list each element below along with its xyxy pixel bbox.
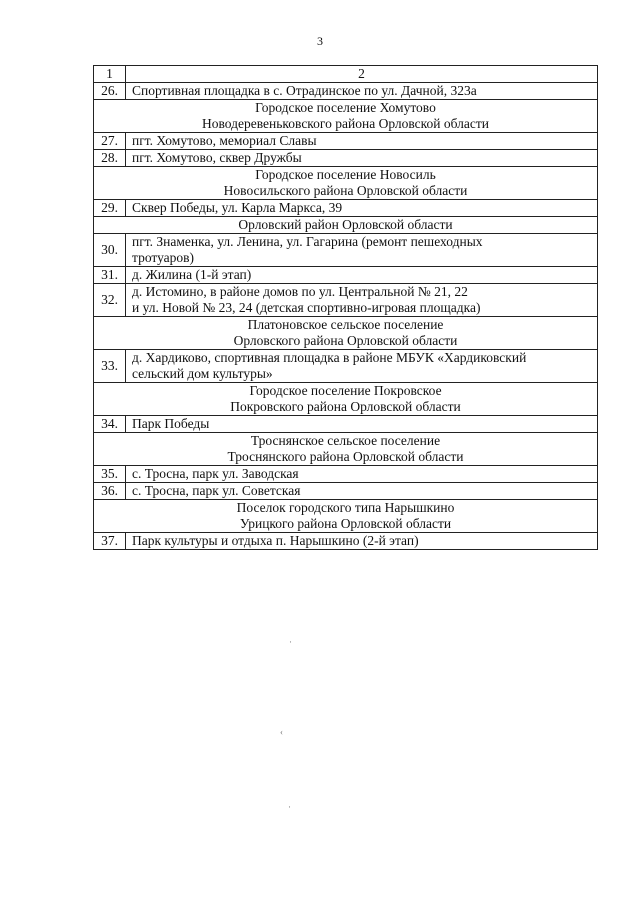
row-description-line: пгт. Хомутово, мемориал Славы: [132, 133, 317, 148]
row-description: [126, 150, 598, 167]
section-title-line: Орловский район Орловской области: [238, 217, 453, 232]
row-description-line: с. Тросна, парк ул. Советская: [132, 483, 301, 498]
section-title-line: Платоновское сельское поселение: [247, 317, 444, 332]
section-title-line: Городское поселение Новосиль: [255, 167, 436, 182]
table-row: [94, 200, 598, 217]
row-description-line: Парк Победы: [132, 416, 210, 431]
row-number: 33.: [94, 350, 126, 383]
header-col-number: 1: [94, 66, 126, 83]
table-row: [94, 83, 598, 100]
row-number: 32.: [94, 284, 126, 317]
row-description: [126, 200, 598, 217]
row-description-line: пгт. Знаменка, ул. Ленина, ул. Гагарина (ремонт пешеходных: [132, 234, 483, 249]
row-description: [126, 284, 598, 317]
table-row: [94, 416, 598, 433]
objects-table: [93, 65, 598, 550]
row-description-line: с. Тросна, парк ул. Заводская: [132, 466, 299, 481]
row-description-line: Сквер Победы, ул. Карла Маркса, 39: [132, 200, 343, 215]
row-description: [126, 267, 598, 284]
table-row: [94, 533, 598, 550]
section-header-row: [94, 167, 598, 200]
section-title-line: Троснянское сельское поселение: [250, 433, 441, 448]
row-description-line: тротуаров): [132, 250, 195, 265]
row-description-line: сельский дом культуры»: [132, 366, 273, 381]
row-number: 31.: [94, 267, 126, 284]
scan-speck: ·: [288, 802, 291, 812]
row-description: [126, 466, 598, 483]
row-number: 35.: [94, 466, 126, 483]
row-description-line: д. Жилина (1-й этап): [132, 267, 252, 282]
row-description: [126, 350, 598, 383]
section-header-row: [94, 433, 598, 466]
section-title-line: Поселок городского типа Нарышкино: [236, 500, 455, 515]
row-number: 26.: [94, 83, 126, 100]
section-header-row: [94, 317, 598, 350]
section-title: [94, 317, 598, 350]
table-row: [94, 133, 598, 150]
row-description-line: д. Истомино, в районе домов по ул. Центральной № 21, 22: [132, 284, 468, 299]
scan-speck: ·: [289, 637, 292, 647]
row-description-line: д. Хардиково, спортивная площадка в районе МБУК «Хардиковский: [132, 350, 527, 365]
section-title-line: Городское поселение Покровское: [249, 383, 442, 398]
row-description: [126, 533, 598, 550]
table-header-row: [94, 66, 598, 83]
header-col-name: 2: [126, 66, 598, 83]
row-description-line: пгт. Хомутово, сквер Дружбы: [132, 150, 302, 165]
section-title-line: Троснянского района Орловской области: [227, 449, 464, 464]
row-number: 28.: [94, 150, 126, 167]
row-description-line: и ул. Новой № 23, 24 (детская спортивно-игровая площадка): [132, 300, 481, 315]
section-header-row: [94, 217, 598, 234]
table-row: [94, 483, 598, 500]
section-title-line: Орловского района Орловской области: [233, 333, 458, 348]
table-row: [94, 234, 598, 267]
section-header-row: [94, 383, 598, 416]
row-description: [126, 234, 598, 267]
row-description: [126, 83, 598, 100]
table-row: [94, 267, 598, 284]
row-description-line: Спортивная площадка в с. Отрадинское по ул. Дачной, 323а: [132, 83, 477, 98]
row-number: 29.: [94, 200, 126, 217]
row-number: 37.: [94, 533, 126, 550]
table-row: [94, 466, 598, 483]
section-header-row: [94, 100, 598, 133]
section-title-line: Урицкого района Орловской области: [239, 516, 452, 531]
section-title: [94, 217, 598, 234]
row-number: 36.: [94, 483, 126, 500]
scan-speck: ‹: [280, 727, 283, 737]
page-number: 3: [317, 34, 323, 48]
table-row: [94, 350, 598, 383]
row-description: [126, 133, 598, 150]
row-number: 27.: [94, 133, 126, 150]
table-row: [94, 150, 598, 167]
row-number: 30.: [94, 234, 126, 267]
row-description-line: Парк культуры и отдыха п. Нарышкино (2-й этап): [132, 533, 419, 548]
row-description: [126, 416, 598, 433]
section-title-line: Покровского района Орловской области: [230, 399, 461, 414]
section-title: [94, 167, 598, 200]
section-title: [94, 383, 598, 416]
section-title: [94, 100, 598, 133]
section-title-line: Новосильского района Орловской области: [223, 183, 468, 198]
row-number: 34.: [94, 416, 126, 433]
row-description: [126, 483, 598, 500]
section-title-line: Городское поселение Хомутово: [255, 100, 436, 115]
section-title: [94, 500, 598, 533]
table-row: [94, 284, 598, 317]
section-header-row: [94, 500, 598, 533]
section-title: [94, 433, 598, 466]
section-title-line: Новодеревеньковского района Орловской области: [201, 116, 490, 131]
